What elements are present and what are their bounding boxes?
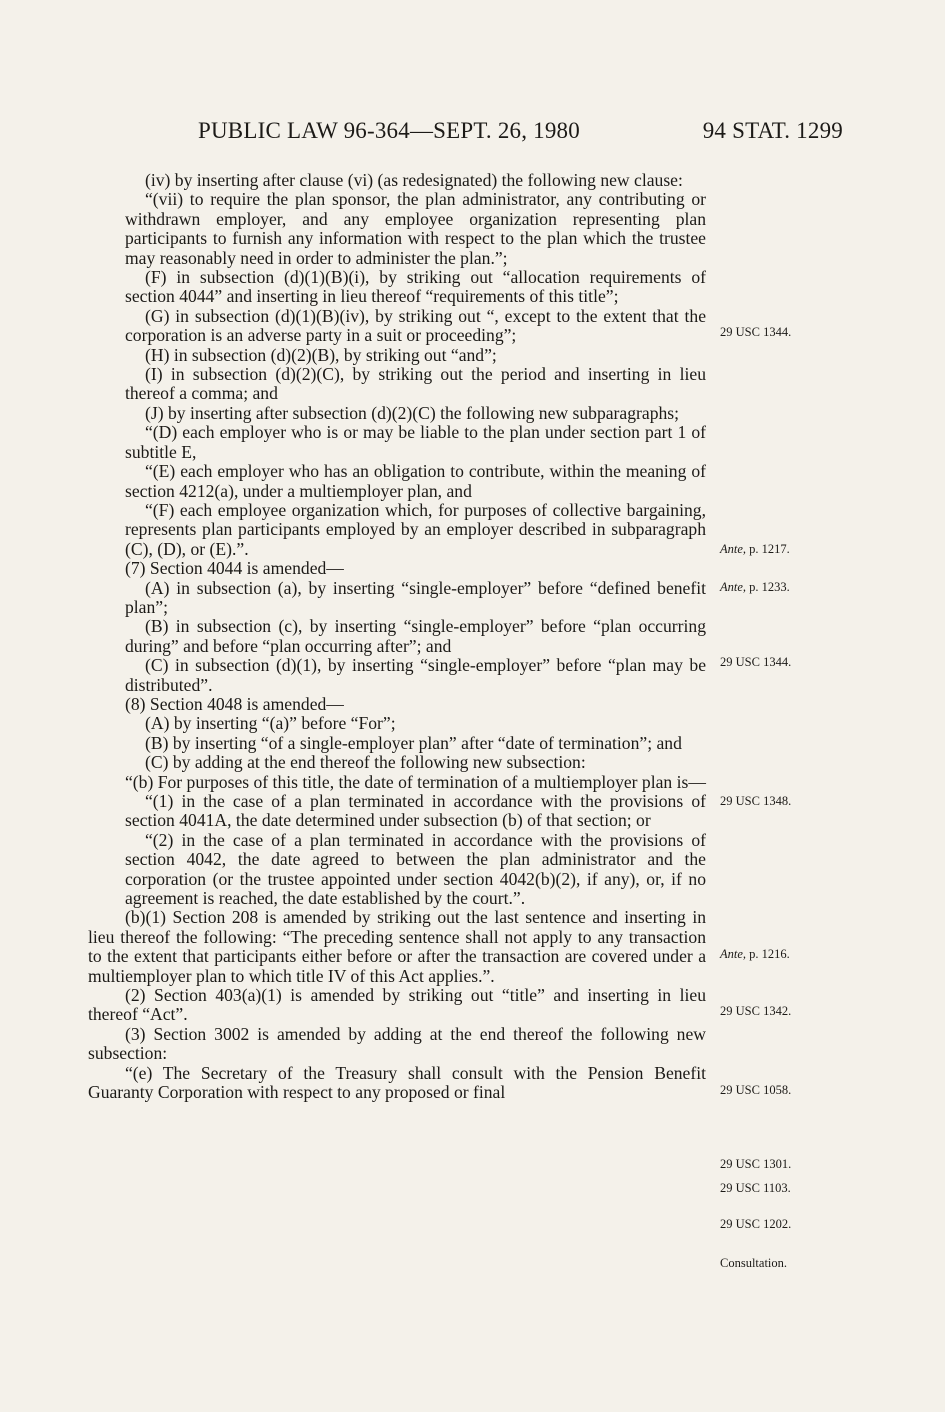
margin-note [720, 542, 790, 557]
paragraph: (H) in subsection (d)(2)(B), by striking out “and”; [145, 344, 497, 365]
margin-note [720, 580, 790, 595]
paragraph: “(vii) to require the plan sponsor, the plan administrator, any contributing or withdrawn employer, and any employee organization representing plan participants to furnish any information with respect to the plan which the trustee may reasonably need in order to administer the plan.”; [125, 189, 706, 268]
paragraph: “(D) each employer who is or may be liable to the plan under section part 1 of subtitle E, [125, 422, 706, 462]
margin-note-ante: Ante, [720, 947, 750, 961]
paragraph: (b)(1) Section 208 is amended by striking out the last sentence and inserting in lieu thereof the following: “The preceding sentence shall not apply to any transaction to the extent that participants either before or after the transaction are covered under a multiemployer plan to which title IV of this Act applies.”. [88, 907, 706, 986]
margin-note [720, 947, 790, 962]
paragraph: “(e) The Secretary of the Treasury shall consult with the Pension Benefit Guaranty Corporation with respect to any proposed or final [88, 1062, 706, 1103]
body-text [88, 171, 706, 1103]
paragraph: (A) in subsection (a), by inserting “single-employer” before “defined benefit plan”; [125, 577, 706, 617]
paragraph: (7) Section 4044 is amended— [125, 558, 344, 579]
paragraph: (C) in subsection (d)(1), by inserting “single-employer” before “plan may be distributed”. [125, 655, 706, 695]
paragraph: (3) Section 3002 is amended by adding at the end thereof the following new subsection: [88, 1023, 706, 1064]
margin-note-ante: Ante, [720, 580, 750, 594]
margin-note: 29 USC 1348. [720, 794, 792, 808]
paragraph: (F) in subsection (d)(1)(B)(i), by striking out “allocation requirements of section 4044” and inserting in lieu thereof “requirements of this title”; [125, 267, 706, 307]
paragraph: (I) in subsection (d)(2)(C), by striking out the period and inserting in lieu thereof a comma; and [125, 364, 706, 404]
paragraph: (B) by inserting “of a single-employer plan” after “date of termination”; and [145, 732, 682, 753]
paragraph: (8) Section 4048 is amended— [125, 693, 344, 714]
margin-note-page: p. 1233. [749, 580, 790, 594]
paragraph: (G) in subsection (d)(1)(B)(iv), by striking out “, except to the extent that the corporation is an adverse party in a suit or proceeding”; [125, 305, 706, 346]
margin-note: 29 USC 1344. [720, 655, 792, 669]
margin-note-page: p. 1217. [749, 542, 790, 556]
header-title: PUBLIC LAW 96-364—SEPT. 26, 1980 [198, 118, 580, 143]
paragraph: (J) by inserting after subsection (d)(2)(C) the following new subparagraphs; [145, 402, 680, 423]
margin-note: 29 USC 1103. [720, 1181, 791, 1195]
margin-note: 29 USC 1344. [720, 325, 792, 339]
margin-note: Consultation. [720, 1256, 788, 1270]
margin-note-ante: Ante, [720, 542, 750, 556]
paragraph: (B) in subsection (c), by inserting “single-employer” before “plan occurring during” and before “plan occurring after”; and [125, 616, 706, 656]
paragraph: “(E) each employer who has an obligation to contribute, within the meaning of section 4212(a), under a multiemployer plan, and [125, 461, 706, 501]
margin-note: 29 USC 1342. [720, 1004, 792, 1018]
paragraph: (2) Section 403(a)(1) is amended by striking out “title” and inserting in lieu thereof “Act”. [88, 985, 706, 1025]
paragraph: “(2) in the case of a plan terminated in accordance with the provisions of section 4042, the date agreed to between the plan administrator and the corporation (or the trustee appointed under section 4042(b)(2), if any), or, if no agreement is reached, the date established by the court.”. [125, 829, 706, 909]
header-page-ref: 94 STAT. 1299 [702, 118, 843, 143]
margin-note: 29 USC 1202. [720, 1217, 792, 1231]
paragraph: (A) by inserting “(a)” before “For”; [145, 713, 396, 734]
paragraph: “(F) each employee organization which, for purposes of collective bargaining, represents plan participants employed by an employer described in subparagraph (C), (D), or (E).”. [125, 499, 706, 559]
margin-note: 29 USC 1301. [720, 1157, 792, 1171]
paragraph: “(1) in the case of a plan terminated in accordance with the provisions of section 4041A, the date determined under subsection (b) of that section; or [125, 791, 706, 831]
margin-note-page: p. 1216. [749, 947, 790, 961]
paragraph: (C) by adding at the end thereof the following new subsection: [145, 752, 586, 773]
paragraph: “(b) For purposes of this title, the date of termination of a multiemployer plan is— [125, 771, 706, 792]
paragraph: (iv) by inserting after clause (vi) (as redesignated) the following new clause: [145, 170, 683, 190]
margin-note: 29 USC 1058. [720, 1083, 792, 1097]
